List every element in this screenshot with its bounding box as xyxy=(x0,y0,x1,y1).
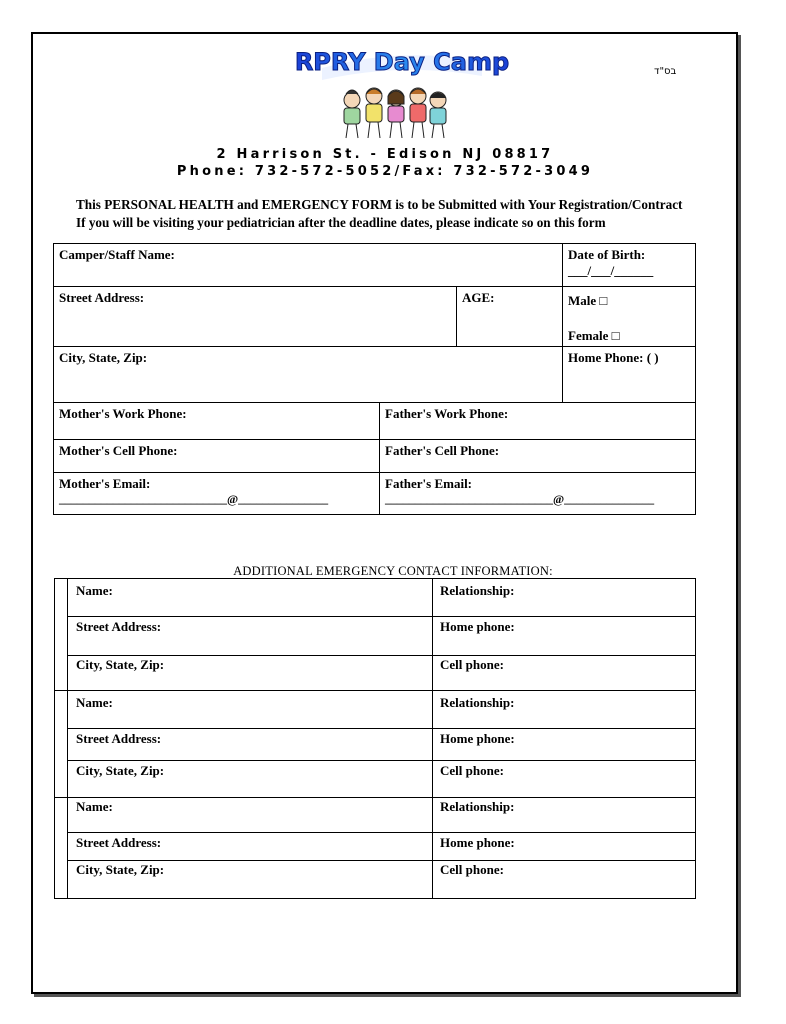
contact-2-city[interactable]: City, State, Zip: xyxy=(76,763,165,778)
mother-cell-phone-field[interactable]: Mother's Cell Phone: xyxy=(53,439,380,473)
contact-3-home-phone[interactable]: Home phone: xyxy=(440,835,515,850)
ec-inner-border xyxy=(67,578,68,898)
contact-2-name[interactable]: Name: xyxy=(76,695,113,710)
city-state-zip-field[interactable]: City, State, Zip: xyxy=(53,346,563,403)
ec-row-line xyxy=(67,760,695,761)
ec-top-border xyxy=(54,578,696,579)
kids-illustration xyxy=(338,82,450,140)
ec-row-line xyxy=(67,860,695,861)
svg-text:RPRY Day Camp: RPRY Day Camp xyxy=(294,48,510,76)
ec-right-border xyxy=(695,578,696,898)
camper-name-field[interactable]: Camper/Staff Name: xyxy=(53,243,563,287)
dob-field[interactable]: Date of Birth: ___/___/______ xyxy=(562,243,696,287)
contact-1-home-phone[interactable]: Home phone: xyxy=(440,619,515,634)
contact-3-name[interactable]: Name: xyxy=(76,799,113,814)
contact-1-street[interactable]: Street Address: xyxy=(76,619,162,634)
ec-row-line xyxy=(67,616,695,617)
emergency-section-title: ADDITIONAL EMERGENCY CONTACT INFORMATION: xyxy=(233,564,553,578)
contact-1-relationship[interactable]: Relationship: xyxy=(440,583,515,598)
gender-field[interactable] xyxy=(562,286,696,347)
ec-bottom-border xyxy=(54,898,696,899)
ec-row-line xyxy=(67,655,695,656)
ec-group-line xyxy=(54,797,696,798)
contact-2-home-phone[interactable]: Home phone: xyxy=(440,731,515,746)
contact-1-name[interactable]: Name: xyxy=(76,583,113,598)
hebrew-mark: בס"ד xyxy=(654,66,677,77)
ec-group-line xyxy=(54,690,696,691)
contact-2-street[interactable]: Street Address: xyxy=(76,731,162,746)
contact-2-cell-phone[interactable]: Cell phone: xyxy=(440,763,504,778)
intro-line-2: If you will be visiting your pediatrician after the deadline dates, please indicate so on this form xyxy=(76,215,606,230)
mother-email-field[interactable]: Mother's Email: ____________________________@_______________ xyxy=(53,472,380,515)
camp-logo xyxy=(294,42,510,80)
contact-1-cell-phone[interactable]: Cell phone: xyxy=(440,657,504,672)
mother-work-phone-field[interactable]: Mother's Work Phone: xyxy=(53,402,380,440)
age-field[interactable]: AGE: xyxy=(456,286,563,347)
camp-phone: Phone: 732-572-5052/Fax: 732-572-3049 xyxy=(176,164,594,179)
ec-row-line xyxy=(67,832,695,833)
female-checkbox[interactable]: Female □ xyxy=(568,328,620,343)
contact-3-relationship[interactable]: Relationship: xyxy=(440,799,515,814)
intro-line-1: This PERSONAL HEALTH and EMERGENCY FORM is to be Submitted with Your Registration/Contract xyxy=(76,197,683,212)
ec-row-line xyxy=(67,728,695,729)
street-address-field[interactable]: Street Address: xyxy=(53,286,457,347)
home-phone-field[interactable]: Home Phone: ( ) xyxy=(562,346,696,403)
father-work-phone-field[interactable]: Father's Work Phone: xyxy=(379,402,696,440)
male-checkbox[interactable]: Male □ xyxy=(568,293,608,308)
father-email-field[interactable]: Father's Email: ____________________________@_______________ xyxy=(379,472,696,515)
contact-3-street[interactable]: Street Address: xyxy=(76,835,162,850)
father-cell-phone-field[interactable]: Father's Cell Phone: xyxy=(379,439,696,473)
contact-3-cell-phone[interactable]: Cell phone: xyxy=(440,862,504,877)
ec-column-divider xyxy=(432,578,433,898)
contact-1-city[interactable]: City, State, Zip: xyxy=(76,657,165,672)
contact-2-relationship[interactable]: Relationship: xyxy=(440,695,515,710)
ec-left-border xyxy=(54,578,55,898)
contact-3-city[interactable]: City, State, Zip: xyxy=(76,862,165,877)
camp-address: 2 Harrison St. - Edison NJ 08817 xyxy=(216,147,554,162)
